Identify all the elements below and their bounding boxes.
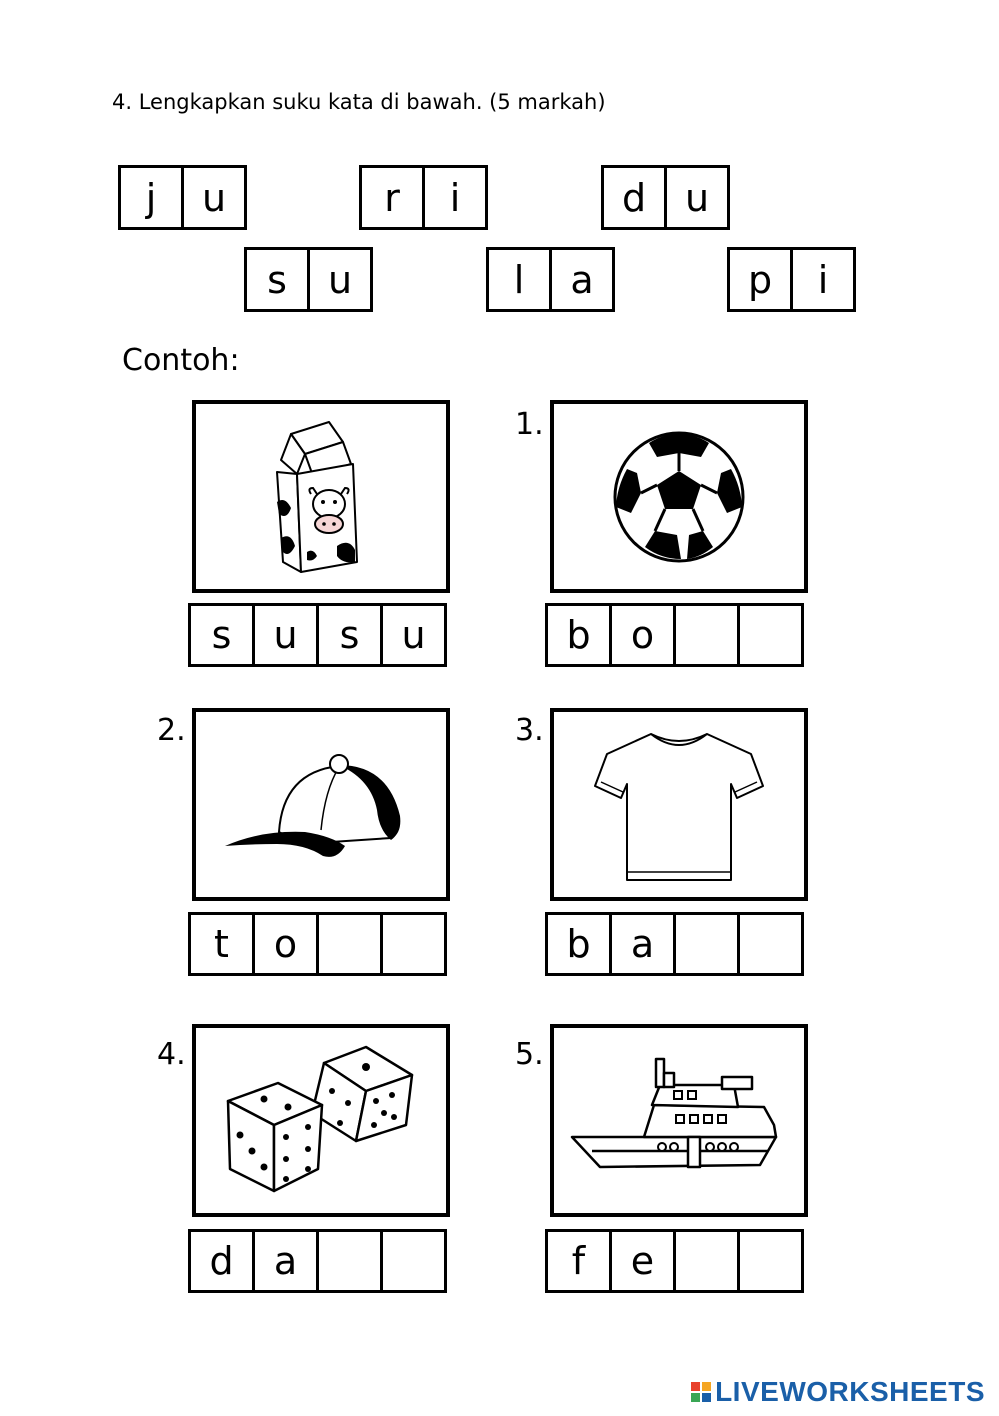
question-number: 1.	[515, 407, 544, 442]
syllable-letter: p	[747, 257, 773, 302]
cap-icon	[221, 740, 421, 870]
syllable-letter: i	[422, 168, 485, 227]
answer-input-box[interactable]	[673, 1232, 737, 1290]
soccer-ball-icon	[609, 427, 749, 567]
syllable-letter: u	[307, 250, 370, 309]
soccer-ball-picture	[550, 400, 808, 593]
liveworksheets-logo	[691, 1376, 985, 1408]
syllable-tile-ri	[359, 165, 488, 230]
syllable-letter: u	[181, 168, 244, 227]
answer-input-box[interactable]	[673, 606, 737, 664]
answer-input-box[interactable]	[737, 1232, 801, 1290]
answer-boxes-1[interactable]	[545, 603, 804, 667]
dice-picture	[192, 1024, 450, 1217]
syllable-tile-su	[244, 247, 373, 312]
syllable-letter: i	[790, 250, 853, 309]
answer-boxes-5[interactable]	[545, 1229, 804, 1293]
answer-boxes-3[interactable]	[545, 912, 804, 976]
logo-text: LIVEWORKSHEETS	[715, 1376, 985, 1407]
milk-carton-icon	[251, 412, 391, 582]
question-number: 4.	[157, 1037, 186, 1072]
letter-box: e	[609, 1232, 673, 1290]
syllable-tile-ju	[118, 165, 247, 230]
syllable-letter: j	[145, 175, 157, 220]
answer-input-box[interactable]	[316, 1232, 380, 1290]
syllable-tile-du	[601, 165, 730, 230]
syllable-letter: s	[267, 257, 287, 302]
cap-picture	[192, 708, 450, 901]
question-number: 5.	[515, 1037, 544, 1072]
letter-box: b	[566, 613, 591, 657]
letter-box: u	[252, 606, 316, 664]
answer-boxes-2[interactable]	[188, 912, 447, 976]
letter-box: a	[252, 1232, 316, 1290]
letter-box: o	[252, 915, 316, 973]
ferry-boat-picture	[550, 1024, 808, 1217]
letter-box: u	[380, 606, 444, 664]
syllable-tile-pi	[727, 247, 856, 312]
answer-input-box[interactable]	[673, 915, 737, 973]
answer-input-box[interactable]	[380, 915, 444, 973]
example-answer-boxes	[188, 603, 447, 667]
answer-input-box[interactable]	[737, 915, 801, 973]
answer-boxes-4[interactable]	[188, 1229, 447, 1293]
question-number: 2.	[157, 713, 186, 748]
instruction-text: 4. Lengkapkan suku kata di bawah. (5 markah)	[112, 90, 606, 114]
letter-box: d	[209, 1239, 234, 1283]
syllable-letter: u	[664, 168, 727, 227]
example-label: Contoh:	[122, 343, 240, 378]
letter-box: t	[214, 922, 229, 966]
answer-input-box[interactable]	[737, 606, 801, 664]
letter-box: o	[609, 606, 673, 664]
letter-box: b	[566, 922, 591, 966]
letter-box: s	[316, 606, 380, 664]
letter-box: s	[211, 613, 232, 657]
letter-box: a	[609, 915, 673, 973]
t-shirt-picture	[550, 708, 808, 901]
logo-mark-icon	[691, 1382, 711, 1402]
syllable-letter: r	[384, 175, 400, 220]
ferry-boat-icon	[564, 1051, 794, 1191]
answer-input-box[interactable]	[380, 1232, 444, 1290]
milk-carton-picture	[192, 400, 450, 593]
letter-box: f	[571, 1239, 586, 1283]
dice-icon	[216, 1041, 426, 1201]
answer-input-box[interactable]	[316, 915, 380, 973]
syllable-letter: a	[549, 250, 612, 309]
syllable-letter: d	[621, 175, 647, 220]
syllable-letter: l	[513, 257, 525, 302]
question-number: 3.	[515, 713, 544, 748]
syllable-tile-la	[486, 247, 615, 312]
t-shirt-icon	[589, 720, 769, 890]
